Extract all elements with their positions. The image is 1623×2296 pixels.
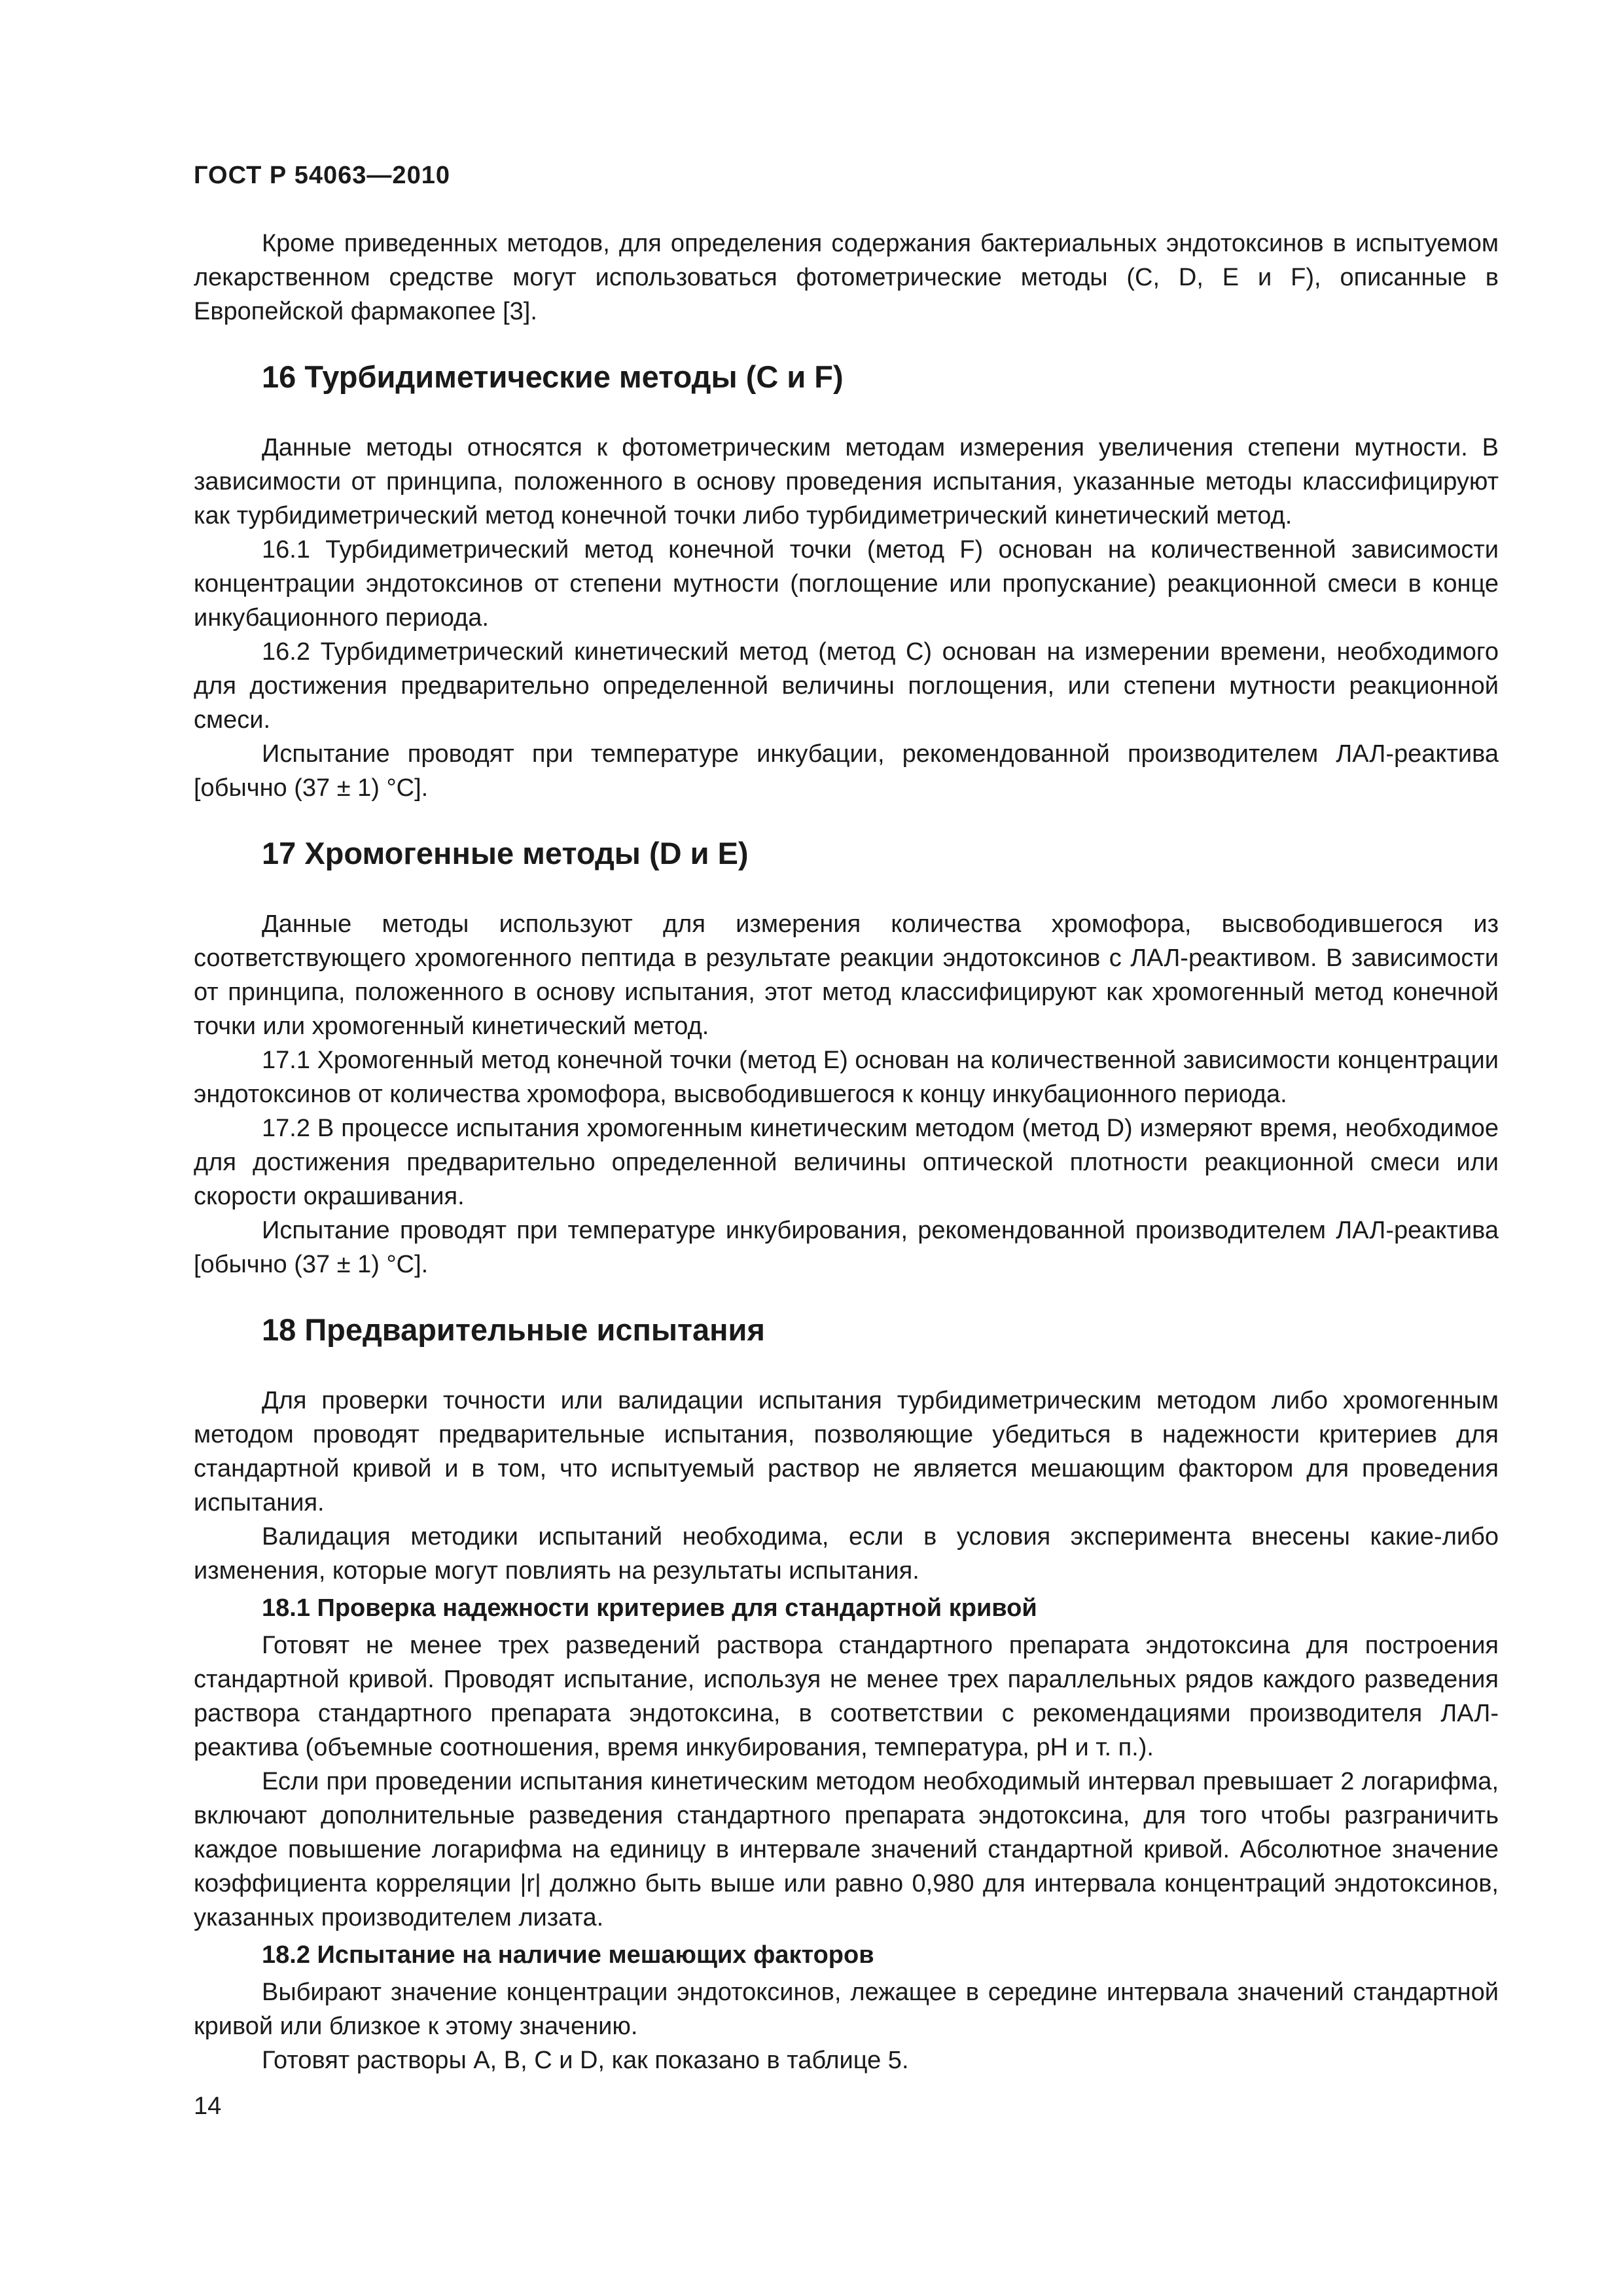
section-18-2-heading: 18.2 Испытание на наличие мешающих факторов <box>262 1941 874 1969</box>
page-number: 14 <box>194 2092 222 2120</box>
section-17-1-paragraph: 17.1 Хромогенный метод конечной точки (метод E) основан на количественной зависимости концентрации эндотоксинов от количества хромофора, высвободившегося к концу инкубационного периода. <box>194 1047 1499 1108</box>
section-16-heading: 16 Турбидиметические методы (C и F) <box>262 359 844 394</box>
section-16-1-paragraph: 16.1 Турбидиметрический метод конечной точки (метод F) основан на количественной зависимости концентрации эндотоксинов от степени мутности (поглощение или пропускание) реакционной смеси в конце инкубационного периода. <box>194 536 1499 632</box>
section-17-heading: 17 Хромогенные методы (D и E) <box>262 836 749 870</box>
section-16-paragraph-1: Данные методы относятся к фотометрическим методам измерения увеличения степени мутности. В зависимости от принципа, положенного в основу проведения испытания, указанные методы классифицируют как турбидиметрический метод конечной точки либо турбидиметрический кинетический метод. <box>194 434 1499 529</box>
document-header: ГОСТ Р 54063—2010 <box>194 162 450 189</box>
section-18-1-paragraph-1: Готовят не менее трех разведений раствора стандартного препарата эндотоксина для построения стандартной кривой. Проводят испытание, используя не менее трех параллельных рядов каждого разведения раствора стандартного препарата эндотоксина, в соответствии с рекомендациями производителя ЛАЛ-реактива (объемные соотношения, время инкубирования, температура, рН и т. п.). <box>194 1632 1499 1761</box>
section-18-paragraph-2: Валидация методики испытаний необходима, если в условия эксперимента внесены какие-либо изменения, которые могут повлиять на результаты испытания. <box>194 1523 1499 1585</box>
section-17-temperature-paragraph: Испытание проводят при температуре инкубирования, рекомендованной производителем ЛАЛ-реактива [обычно (37 ± 1) °С]. <box>194 1217 1499 1278</box>
section-16-2-paragraph: 16.2 Турбидиметрический кинетический метод (метод C) основан на измерении времени, необходимого для достижения предварительно определенной величины поглощения, или степени мутности реакционной смеси. <box>194 638 1499 734</box>
section-18-heading: 18 Предварительные испытания <box>262 1312 765 1347</box>
intro-paragraph: Кроме приведенных методов, для определения содержания бактериальных эндотоксинов в испытуемом лекарственном средстве могут использоваться фотометрические методы (C, D, E и F), описанные в Европейской фармакопее [3]. <box>194 230 1499 325</box>
section-18-1-paragraph-2: Если при проведении испытания кинетическим методом необходимый интервал превышает 2 логарифма, включают дополнительные разведения стандартного препарата эндотоксина, для того чтобы разграничить каждое повышение логарифма на единицу в интервале значений стандартной кривой. Абсолютное значение коэффициента корреляции |r| должно быть выше или равно 0,980 для интервала концентраций эндотоксинов, указанных производителем лизата. <box>194 1768 1499 1931</box>
section-18-2-paragraph-2: Готовят растворы A, B, C и D, как показано в таблице 5. <box>262 2047 909 2074</box>
section-17-2-paragraph: 17.2 В процессе испытания хромогенным кинетическим методом (метод D) измеряют время, необходимое для достижения предварительно определенной величины оптической плотности реакционной смеси или скорости окрашивания. <box>194 1115 1499 1210</box>
section-16-temperature-paragraph: Испытание проводят при температуре инкубации, рекомендованной производителем ЛАЛ-реактива [обычно (37 ± 1) °С]. <box>194 740 1499 802</box>
page-content <box>194 226 1499 2077</box>
section-17-paragraph-1: Данные методы используют для измерения количества хромофора, высвободившегося из соответствующего хромогенного пептида в результате реакции эндотоксинов с ЛАЛ-реактивом. В зависимости от принципа, положенного в основу испытания, этот метод классифицируют как хромогенный метод конечной точки или хромогенный кинетический метод. <box>194 910 1499 1040</box>
section-18-1-heading: 18.1 Проверка надежности критериев для стандартной кривой <box>262 1594 1037 1622</box>
section-18-paragraph-1: Для проверки точности или валидации испытания турбидиметрическим методом либо хромогенным методом проводят предварительные испытания, позволяющие убедиться в надежности критериев для стандартной кривой и в том, что испытуемый раствор не является мешающим фактором для проведения испытания. <box>194 1387 1499 1516</box>
section-18-2-paragraph-1: Выбирают значение концентрации эндотоксинов, лежащее в середине интервала значений стандартной кривой или близкое к этому значению. <box>194 1979 1499 2040</box>
